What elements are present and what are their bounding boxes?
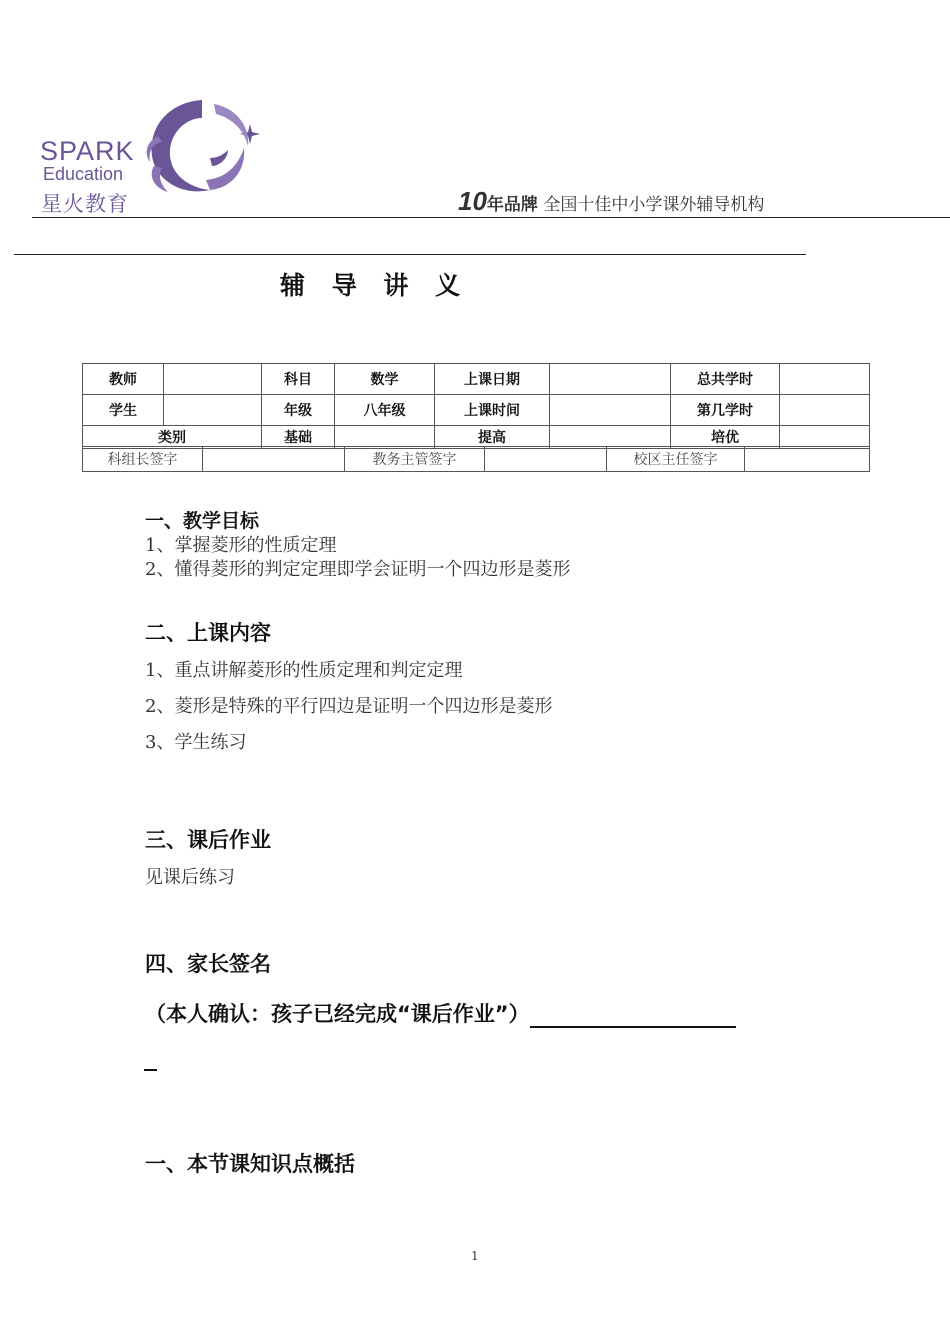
cell-date-label: 上课日期 bbox=[435, 364, 550, 395]
slogan-brand: 年品牌 bbox=[486, 195, 538, 215]
parent-signature-line[interactable] bbox=[530, 1002, 736, 1028]
goal-item: 1、掌握菱形的性质定理 bbox=[145, 535, 337, 556]
cell-teacher-value[interactable] bbox=[164, 364, 262, 395]
cell-campus-director-sign-value[interactable] bbox=[745, 447, 870, 472]
cell-date-value[interactable] bbox=[550, 364, 671, 395]
cell-grade-label: 年级 bbox=[262, 395, 335, 426]
signature-line-continuation bbox=[144, 1069, 157, 1071]
cell-subject-label: 科目 bbox=[262, 364, 335, 395]
content-item: 1、重点讲解菱形的性质定理和判定定理 bbox=[145, 660, 463, 681]
document-title: 辅 导 讲 义 bbox=[280, 271, 470, 300]
section-homework-title: 三、课后作业 bbox=[145, 828, 271, 852]
cell-teacher-label: 教师 bbox=[83, 364, 164, 395]
homework-text: 见课后练习 bbox=[145, 867, 235, 888]
cell-campus-director-sign-label: 校区主任签字 bbox=[607, 447, 745, 472]
parent-confirmation-text: （本人确认：孩子已经完成“课后作业”） bbox=[145, 1002, 530, 1026]
cell-academic-director-sign-value[interactable] bbox=[485, 447, 607, 472]
content-item: 2、菱形是特殊的平行四边是证明一个四边形是菱形 bbox=[145, 696, 553, 717]
header-rule bbox=[32, 217, 950, 218]
section-knowledge-summary-title: 一、本节课知识点概括 bbox=[145, 1152, 355, 1176]
cell-lesson-number-value[interactable] bbox=[780, 395, 870, 426]
cell-advanced-label: 提高 bbox=[435, 426, 550, 449]
cell-total-hours-value[interactable] bbox=[780, 364, 870, 395]
cell-category-label: 类别 bbox=[83, 426, 262, 449]
slogan-number: 10 bbox=[458, 186, 487, 216]
cell-academic-director-sign-label: 教务主管签字 bbox=[345, 447, 485, 472]
slogan-text: 全国十佳中小学课外辅导机构 bbox=[537, 195, 765, 215]
signature-table bbox=[82, 446, 870, 472]
cell-excellence-label: 培优 bbox=[671, 426, 780, 449]
cell-team-leader-sign-value[interactable] bbox=[203, 447, 345, 472]
logo-subtitle: Education bbox=[43, 164, 124, 184]
cell-basic-label: 基础 bbox=[262, 426, 335, 449]
cell-time-value[interactable] bbox=[550, 395, 671, 426]
cell-lesson-number-label: 第几学时 bbox=[671, 395, 780, 426]
spark-flame-icon bbox=[140, 96, 260, 205]
page-number: 1 bbox=[471, 1249, 479, 1263]
cell-subject-value: 数学 bbox=[335, 364, 435, 395]
title-rule bbox=[14, 254, 806, 255]
cell-team-leader-sign-label: 科组长签字 bbox=[83, 447, 203, 472]
logo-chinese-name: 星火教育 bbox=[41, 192, 129, 216]
spark-logo bbox=[40, 96, 260, 216]
cell-time-label: 上课时间 bbox=[435, 395, 550, 426]
goal-item: 2、懂得菱形的判定定理即学会证明一个四边形是菱形 bbox=[145, 559, 571, 580]
lesson-info-table bbox=[82, 363, 870, 449]
section-teaching-goals-title: 一、教学目标 bbox=[145, 510, 260, 532]
cell-student-value[interactable] bbox=[164, 395, 262, 426]
content-item: 3、学生练习 bbox=[145, 732, 247, 753]
cell-student-label: 学生 bbox=[83, 395, 164, 426]
header-slogan bbox=[458, 186, 764, 217]
section-parent-signature-title: 四、家长签名 bbox=[145, 952, 271, 976]
parent-confirmation bbox=[145, 998, 736, 1028]
cell-total-hours-label: 总共学时 bbox=[671, 364, 780, 395]
cell-grade-value: 八年级 bbox=[335, 395, 435, 426]
section-lesson-content-title: 二、上课内容 bbox=[145, 621, 271, 645]
logo-wordmark: SPARK bbox=[40, 136, 135, 166]
